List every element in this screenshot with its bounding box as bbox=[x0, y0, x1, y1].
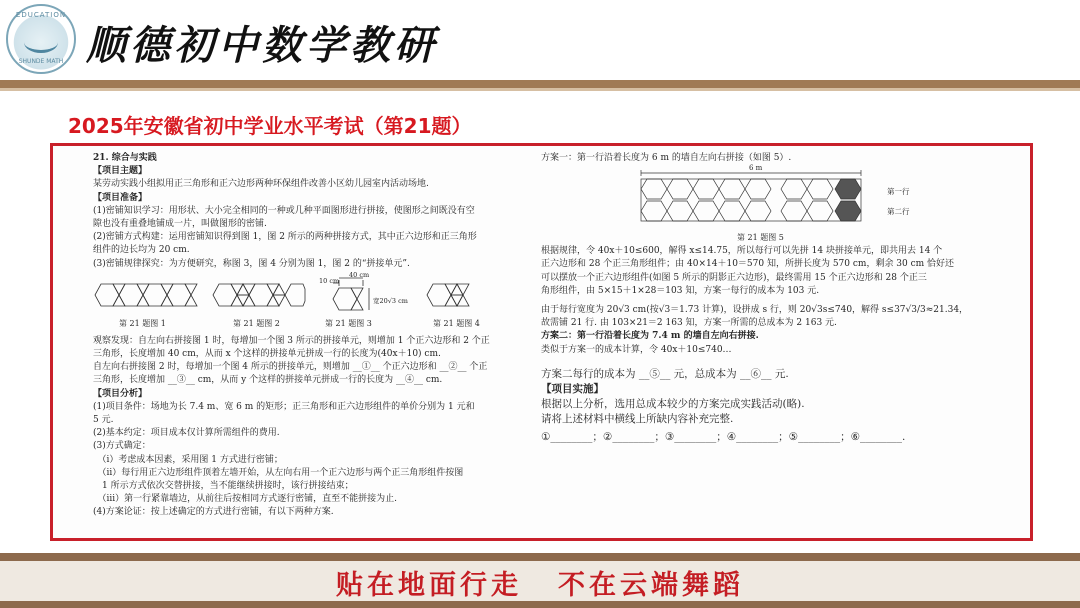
text-line: 某劳动实践小组拟用正三角形和正六边形两种环保组件改善小区幼儿园室内活动场地. bbox=[93, 179, 429, 190]
text-line: 方案二：第一行沿着长度为 7.4 m 的墙自左向右拼接. bbox=[541, 331, 759, 342]
text-line: (2)基本约定：项目成本仅计算所需组件的费用. bbox=[93, 428, 280, 439]
text-line: (1)项目条件：场地为长 7.4 m、宽 6 m 的矩形；正三角形和正六边形组件的单价分别为 1 元和 bbox=[93, 401, 475, 412]
text-line: 组件的边长均为 20 cm. bbox=[93, 245, 190, 256]
logo-top-text: EDUCATION bbox=[15, 11, 67, 19]
figure-row bbox=[93, 270, 533, 333]
text-line: 故需铺 21 行. 由 103×21＝2 163 知，方案一所需的总成本为 2 163 元. bbox=[541, 318, 837, 329]
problem-frame bbox=[50, 143, 1033, 541]
implementation-line-2: 请将上述材料中横线上所缺内容补充完整. bbox=[541, 412, 734, 425]
figure-3-label-c: 宽20√3 cm bbox=[373, 296, 408, 305]
figure-5 bbox=[631, 167, 881, 227]
text-line: (3)密铺规律探究：为方便研究，称图 3，图 4 分别为图 1，图 2 的“拼接单元”. bbox=[93, 258, 410, 269]
text-line: 可以摆放一个正六边形组件(如图 5 所示的阴影正六边形)，最终需用 15 个正六边形和 28 个正三 bbox=[541, 272, 927, 283]
text-line: 三角形，长度增加 40 cm，从而 x 个这样的拼接单元拼成一行的长度为(40x＋10) cm. bbox=[93, 349, 441, 360]
text-line: (2)密铺方式构建：运用密铺知识得到图 1，图 2 所示的两种拼接方式，其中正六边形和正三角形 bbox=[93, 232, 477, 243]
figure-3-caption: 第 21 题图 3 bbox=[325, 318, 372, 328]
text-line: 正六边形和 28 个正三角形组件；由 40×14＋10＝570 知，所拼长度为 570 cm，剩余 30 cm 恰好还 bbox=[541, 259, 955, 270]
figure-1-caption: 第 21 题图 1 bbox=[119, 318, 166, 328]
text-line: 5 元. bbox=[93, 415, 114, 426]
text-line: 【项目主题】 bbox=[93, 166, 148, 177]
text-line: 观察发现：自左向右拼接图 1 时，每增加一个图 3 所示的拼接单元，则增加 1 个正六边形和 2 个正 bbox=[93, 335, 490, 346]
figure-5-area bbox=[541, 165, 1003, 245]
text-line: (4)方案论证：按上述确定的方式进行密铺，有以下两种方案. bbox=[93, 507, 334, 518]
figure-3-label-b: 40 cm bbox=[349, 270, 370, 279]
slogan-part-2: 不在云端舞蹈 bbox=[558, 570, 744, 601]
wave-icon bbox=[24, 32, 58, 53]
brand-title: 顺德初中数学教研 bbox=[86, 22, 438, 69]
text-line: 由于每行宽度为 20√3 cm(按√3＝1.73 计算)，设拼成 s 行，则 20√3s≤740，解得 s≤37√3/3≈21.34， bbox=[541, 305, 969, 316]
figure-5-row2-label: 第二行 bbox=[887, 207, 910, 217]
right-column bbox=[541, 152, 1003, 445]
text-line: 自左向右拼接图 2 时，每增加一个图 4 所示的拼接单元，则增加 __①__ 个正六边形和 __②__ 个正 bbox=[93, 362, 488, 373]
figure-2-caption: 第 21 题图 2 bbox=[233, 318, 280, 328]
text-line: 角形组件，由 5×15＋1×28＝103 知，方案一每行的成本为 103 元. bbox=[541, 285, 820, 296]
text-line: （ⅰ）考虑成本因素，采用图 1 方式进行密铺； bbox=[93, 454, 283, 465]
header-divider-light bbox=[0, 88, 1080, 91]
slogan-part-1: 贴在地面行走 bbox=[336, 570, 522, 601]
figure-5-row1-label: 第一行 bbox=[887, 187, 910, 197]
text-line: (3)方式确定： bbox=[93, 441, 151, 452]
text-line: 根据规律，令 40x＋10≤600，解得 x≤14.75，所以每行可以先拼 14 块拼接单元，即共用去 14 个 bbox=[541, 246, 943, 257]
text-line: 21. 综合与实践 bbox=[93, 153, 157, 163]
footer bbox=[0, 553, 1080, 608]
text-line: 三角形，长度增加 __③__ cm，从而 y 个这样的拼接单元拼成一行的长度为 __④__ cm. bbox=[93, 375, 443, 386]
implementation-heading: 【项目实施】 bbox=[541, 382, 604, 395]
figure-3-label-a: 10 cm bbox=[319, 276, 340, 285]
slogan bbox=[0, 563, 1080, 602]
footer-panel bbox=[0, 561, 1080, 601]
header-divider bbox=[0, 80, 1080, 88]
text-line: (1)密铺知识学习：用形状、大小完全相同的一种或几种平面图形进行拼接，使图形之间既没有空 bbox=[93, 205, 475, 216]
figure-4 bbox=[423, 275, 503, 315]
logo-bottom-text: SHUNDE MATH bbox=[18, 58, 64, 65]
figure-2 bbox=[211, 275, 307, 315]
header bbox=[0, 0, 1080, 80]
figure-1 bbox=[93, 275, 205, 315]
text-line: 类似于方案一的成本计算，令 40x＋10≤740… bbox=[541, 344, 732, 355]
left-column bbox=[93, 152, 533, 520]
text-line: 【项目准备】 bbox=[93, 192, 148, 203]
implementation-line-1: 根据以上分析，选用总成本较少的方案完成实践活动(略). bbox=[541, 397, 805, 410]
text-line: 隙也没有重叠地铺成一片，叫做图形的密铺. bbox=[93, 219, 267, 230]
slide-title: 2025年安徽省初中学业水平考试（第21题） bbox=[68, 114, 472, 138]
text-line: 方案一：第一行沿着长度为 6 m 的墙自左向右拼接（如图 5）. bbox=[541, 153, 792, 163]
text-line: （ⅲ）第一行紧靠墙边，从前往后按相同方式逐行密铺，直至不能拼接为止. bbox=[93, 494, 397, 505]
text-line: 【项目分析】 bbox=[93, 388, 148, 399]
school-logo bbox=[6, 4, 76, 74]
figure-5-caption: 第 21 题图 5 bbox=[737, 233, 784, 243]
answer-blanks: ①________；②________；③________；④________；⑤________；⑥________. bbox=[541, 430, 906, 443]
figure-5-width-label: 6 m bbox=[749, 164, 763, 173]
text-line: 1 所示方式依次交替拼接，当不能继续拼接时，该行拼接结束； bbox=[93, 481, 354, 492]
figure-4-caption: 第 21 题图 4 bbox=[433, 318, 480, 328]
text-line: （ⅱ）每行用正六边形组件顶着左墙开始，从左向右用一个正六边形与两个正三角形组件按图 bbox=[93, 467, 464, 478]
question-line: 方案二每行的成本为 __⑤__ 元，总成本为 __⑥__ 元. bbox=[541, 367, 789, 380]
